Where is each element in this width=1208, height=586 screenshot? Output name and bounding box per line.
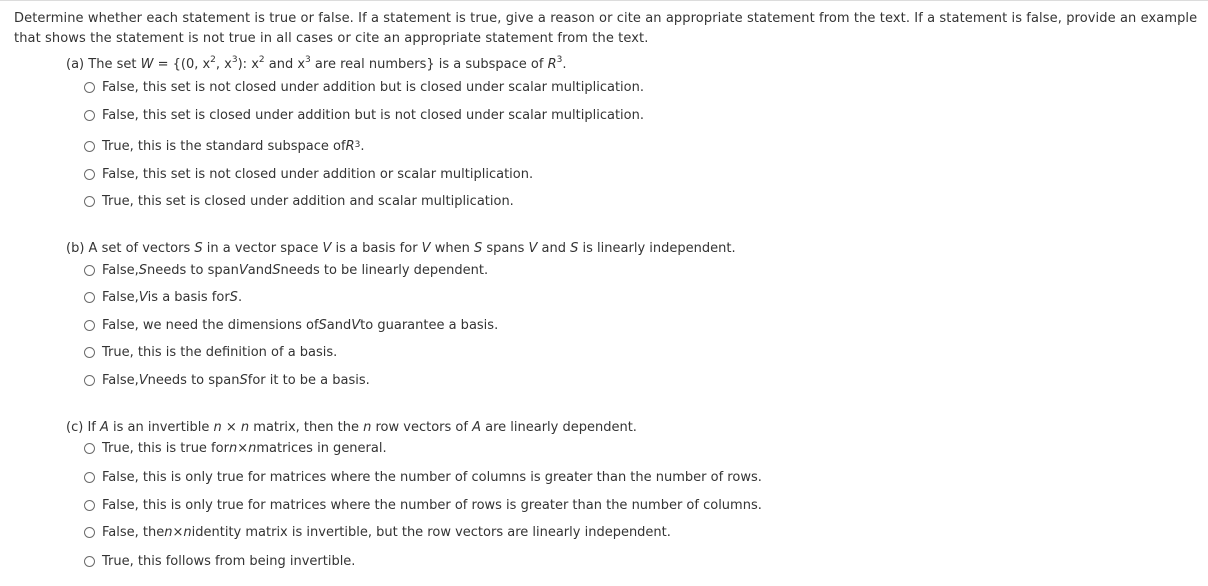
radio-button[interactable] — [84, 141, 95, 152]
question-c — [66, 420, 637, 436]
question-b — [66, 241, 736, 257]
instructions-text: Determine whether each statement is true or false. If a statement is true, give a reason or cite an appropriate statement from the text. If a statement is false, provide an example that shows the statement is not true in all cases or cite an appropriate statement from the text. — [14, 11, 1198, 46]
radio-button[interactable] — [84, 265, 95, 276]
option-a-4[interactable]: False, this set is not closed under addition or scalar multiplication. — [84, 166, 533, 182]
radio-button[interactable] — [84, 472, 95, 483]
option-a-2[interactable]: False, this set is closed under addition but is not closed under scalar multiplication. — [84, 107, 644, 123]
option-a-1[interactable]: False, this set is not closed under addition but is closed under scalar multiplication. — [84, 79, 644, 95]
radio-button[interactable] — [84, 196, 95, 207]
option-c-1[interactable]: True, this is true for n × n matrices in general. — [84, 440, 387, 456]
option-b-3[interactable]: False, we need the dimensions of S and V to guarantee a basis. — [84, 317, 498, 333]
radio-button[interactable] — [84, 82, 95, 93]
radio-button[interactable] — [84, 347, 95, 358]
radio-button[interactable] — [84, 375, 95, 386]
option-b-1[interactable]: False, S needs to span V and S needs to be linearly dependent. — [84, 262, 488, 278]
option-b-4[interactable]: True, this is the definition of a basis. — [84, 344, 337, 360]
radio-button[interactable] — [84, 527, 95, 538]
option-c-3[interactable]: False, this is only true for matrices where the number of rows is greater than the number of columns. — [84, 497, 762, 513]
question-b-stem: (b) A set of vectors S in a vector space V is a basis for V when S spans V and S is linearly independent. — [66, 241, 736, 256]
radio-button[interactable] — [84, 320, 95, 331]
option-b-5[interactable]: False, V needs to span S for it to be a basis. — [84, 372, 370, 388]
option-c-2[interactable]: False, this is only true for matrices where the number of columns is greater than the number of rows. — [84, 469, 762, 485]
radio-button[interactable] — [84, 292, 95, 303]
option-a-5[interactable]: True, this set is closed under addition and scalar multiplication. — [84, 193, 514, 209]
radio-button[interactable] — [84, 500, 95, 511]
radio-button[interactable] — [84, 110, 95, 121]
top-divider — [0, 0, 1208, 1]
option-b-2[interactable]: False, V is a basis for S . — [84, 289, 242, 305]
option-c-4[interactable]: False, the n × n identity matrix is invertible, but the row vectors are linearly independent. — [84, 524, 671, 540]
option-c-5[interactable]: True, this follows from being invertible. — [84, 553, 355, 569]
question-c-stem: (c) If A is an invertible n × n matrix, then the n row vectors of A are linearly dependent. — [66, 420, 637, 435]
option-a-3[interactable]: True, this is the standard subspace of R $^3$ . — [84, 138, 365, 154]
radio-button[interactable] — [84, 556, 95, 567]
question-a — [66, 54, 567, 73]
question-a-stem: (a) The set W = {(0, $x^2$, $x^3$): $x^2$ and $x^3$ are real numbers} is a subspace of $R^3$. — [66, 54, 567, 72]
radio-button[interactable] — [84, 169, 95, 180]
radio-button[interactable] — [84, 443, 95, 454]
